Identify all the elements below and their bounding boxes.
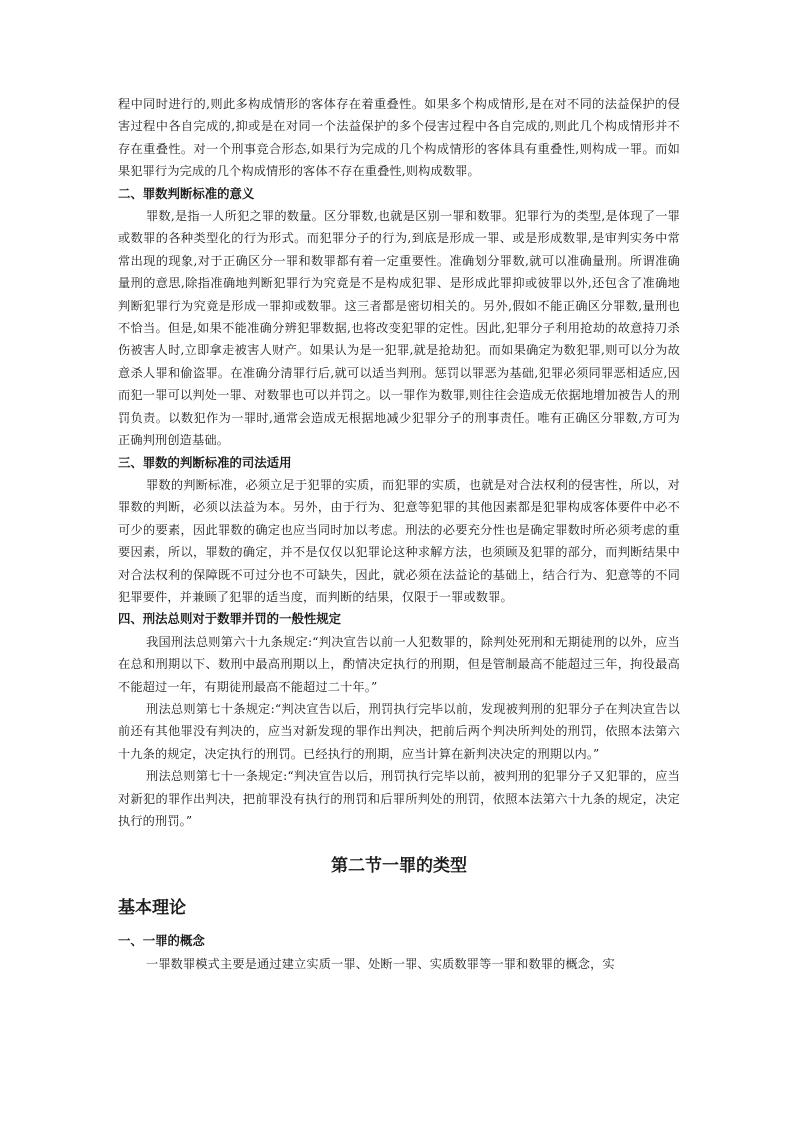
paragraph-concept-of-one-crime: 一罪数罪模式主要是通过建立实质一罪、处断一罪、实质数罪等一罪和数罪的概念，实: [146, 956, 615, 971]
paragraph-article-69: 我国刑法总则第六十九条规定:“判决宣告以前一人犯数罪的，除判处死刑和无期徒刑的以外，应当在总和刑期以下、数刑中最高刑期以上，酌情决定执行的刑期，但是管制最高不能超过三年，拘役最高不能超过一年，有期徒刑最高不能超过二十年。”: [118, 634, 680, 694]
paragraph-article-71: 刑法总则第七十一条规定:“判决宣告以后，刑罚执行完毕以前，被判刑的犯罪分子又犯罪的，应当对新犯的罪作出判决，把前罪没有执行的刑罚和后罪所判处的刑罚，依照本法第六十九条的规定，决定执行的刑罚。”: [118, 769, 680, 828]
document-body: [118, 93, 680, 975]
section-title: 第二节一罪的类型: [331, 856, 467, 877]
heading-general-provisions: 四、刑法总则对于数罪并罚的一般性规定: [118, 611, 342, 627]
heading-judicial-application: 三、罪数的判断标准的司法适用: [118, 454, 292, 470]
paragraph-article-70: 刑法总则第七十条规定:“判决宣告以后，刑罚执行完毕以前，发现被判刑的犯罪分子在判决宣告以前还有其他罪没有判决的，应当对新发现的罪作出判决，把前后两个判决所判处的刑罚，依照本法第六十九条的规定，决定执行的刑罚。已经执行的刑期，应当计算在新判决决定的刑期以内。”: [118, 701, 680, 761]
paragraph-judicial-application: 罪数的判断标准，必须立足于犯罪的实质，而犯罪的实质，也就是对合法权利的侵害性，所以，对罪数的判断，必须以法益为本。另外，由于行为、犯意等犯罪的其他因素都是犯罪构成客体要件中必不可少的要素，因此罪数的确定也应当同时加以考虑。刑法的必要充分性也是确定罪数时所必须考虑的重要因素，所以，罪数的确定，并不是仅仅以犯罪论这种求解方法，也须顾及犯罪的部分，而判断结果中对合法权利的保障既不可过分也不可缺失，因此，就必须在法益论的基础上，结合行为、犯意等的不同犯罪要件，并兼顾了犯罪的适当度，而判断的结果，仅限于一罪或数罪。: [118, 477, 680, 604]
heading-significance: 二、罪数判断标准的意义: [118, 185, 255, 201]
paragraph-significance: 罪数,是指一人所犯之罪的数量。区分罪数,也就是区别一罪和数罪。犯罪行为的类型,是体现了一罪或数罪的各种类型化的行为形式。而犯罪分子的行为,到底是形成一罪、或是形成数罪,是审判实务中常常出现的现象,对于正确区分一罪和数罪都有着一定重要性。准确划分罪数,就可以准确量刑。所谓准确量刑的意思,除指准确地判断犯罪行为究竟是不是构成犯罪、是形成此罪抑或彼罪以外,还包含了准确地判断犯罪行为究竟是形成一罪抑或数罪。这三者都是密切相关的。另外,假如不能正确区分罪数,量刑也不恰当。但是,如果不能准确分辨犯罪数据,也将改变犯罪的定性。因此,犯罪分子利用抢劫的故意持刀杀伤被害人时,立即拿走被害人财产。如果认为是一犯罪,就是抢劫犯。而如果确定为数犯罪,则可以分为故意杀人罪和偷盗罪。在准确分清罪行后,就可以适当判刑。惩罚以罪恶为基础,犯罪必须同罪恶相适应,因而犯一罪可以判处一罪、对数罪也可以并罚之。以一罪作为数罪,则往往会造成无依据地增加被告人的刑罚负责。以数犯作为一罪时,通常会造成无根据地减少犯罪分子的刑事责任。唯有正确区分罪数,方可为正确判刑创造基础。: [118, 209, 680, 448]
spacer: [118, 920, 680, 930]
heading-concept-of-one-crime: 一、一罪的概念: [118, 933, 205, 949]
spacer: [118, 878, 680, 896]
paragraph-object-overlap: 程中同时进行的,则此多构成情形的客体存在着重叠性。如果多个构成情形,是在对不同的法益保护的侵害过程中各自完成的,抑或是在对同一个法益保护的多个侵害过程中各自完成的,则此几个构成情形并不存在重叠性。对一个刑事竞合形态,如果行为完成的几个构成情形的客体具有重叠性,则构成一罪。而如果犯罪行为完成的几个构成情形的客体不存在重叠性,则构成数罪。: [118, 97, 680, 179]
subsection-title: 基本理论: [118, 898, 186, 919]
spacer: [118, 832, 680, 854]
